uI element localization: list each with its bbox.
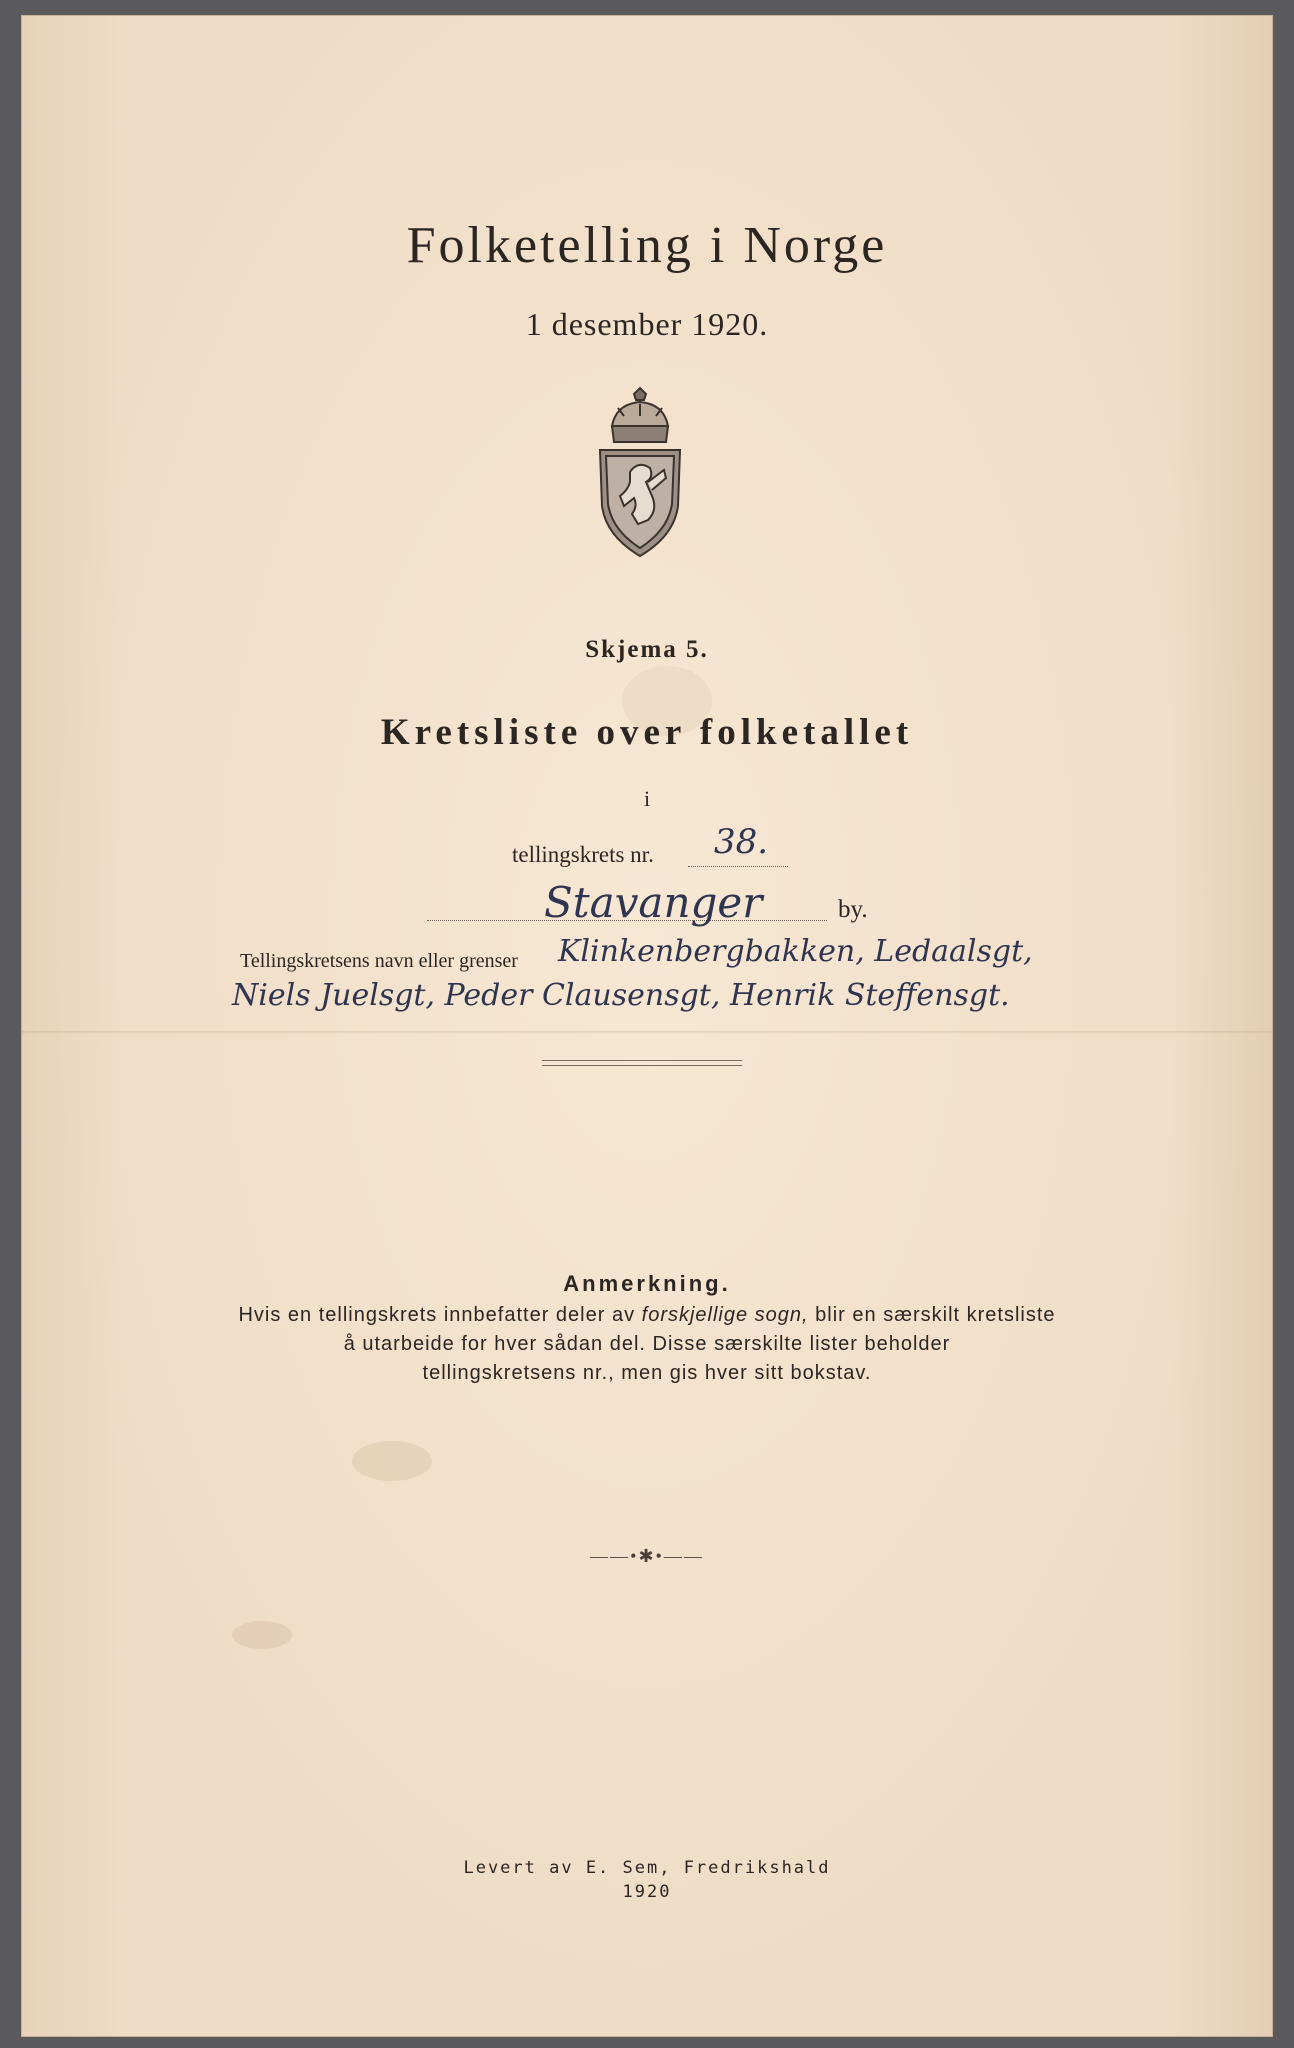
note-title: Anmerkning.	[563, 1271, 731, 1296]
note-emphasis: forskjellige sogn,	[641, 1304, 809, 1326]
note-body	[22, 1301, 1272, 1388]
document-title: Folketelling i Norge	[406, 217, 888, 274]
note-line-2: å utarbeide for hver sådan del. Disse særskilte lister beholder	[343, 1333, 951, 1355]
norwegian-coat-of-arms-icon	[594, 386, 686, 558]
census-date: 1 desember 1920.	[525, 306, 769, 342]
town-name-value: Stavanger	[544, 878, 763, 927]
paper-stain	[232, 1621, 292, 1649]
paper-fold	[22, 1031, 1272, 1034]
form-heading: Kretsliste over folketallet	[380, 712, 914, 753]
divider-rule	[542, 1065, 742, 1066]
printer-imprint	[22, 1856, 1272, 1904]
divider-rule	[542, 1060, 742, 1061]
printer-line-1: Levert av E. Sem, Fredrikshald	[463, 1858, 831, 1878]
printer-line-2: 1920	[622, 1882, 672, 1902]
district-number-line	[688, 866, 788, 867]
paper-stain	[352, 1441, 432, 1481]
town-suffix: by.	[838, 896, 868, 923]
schema-number: Skjema 5.	[585, 636, 709, 663]
boundaries-value-line1: Klinkenbergbakken, Ledaalsgt,	[558, 934, 1033, 969]
ornament-divider: ——•✱•——	[590, 1546, 704, 1566]
district-number-label: tellingskrets nr.	[512, 842, 654, 867]
boundaries-value-line2: Niels Juelsgt, Peder Clausensgt, Henrik Steffensgt.	[232, 978, 1010, 1013]
note-line-1: Hvis en tellingskrets innbefatter deler av forskjellige sogn, blir en særskilt kretsliste	[238, 1304, 1056, 1326]
census-form-page	[22, 16, 1272, 2036]
district-number-value: 38.	[714, 822, 769, 862]
note-line-3: tellingskretsens nr., men gis hver sitt bokstav.	[422, 1362, 872, 1384]
boundaries-label: Tellingskretsens navn eller grenser	[240, 950, 518, 972]
connector-word: i	[643, 786, 651, 811]
